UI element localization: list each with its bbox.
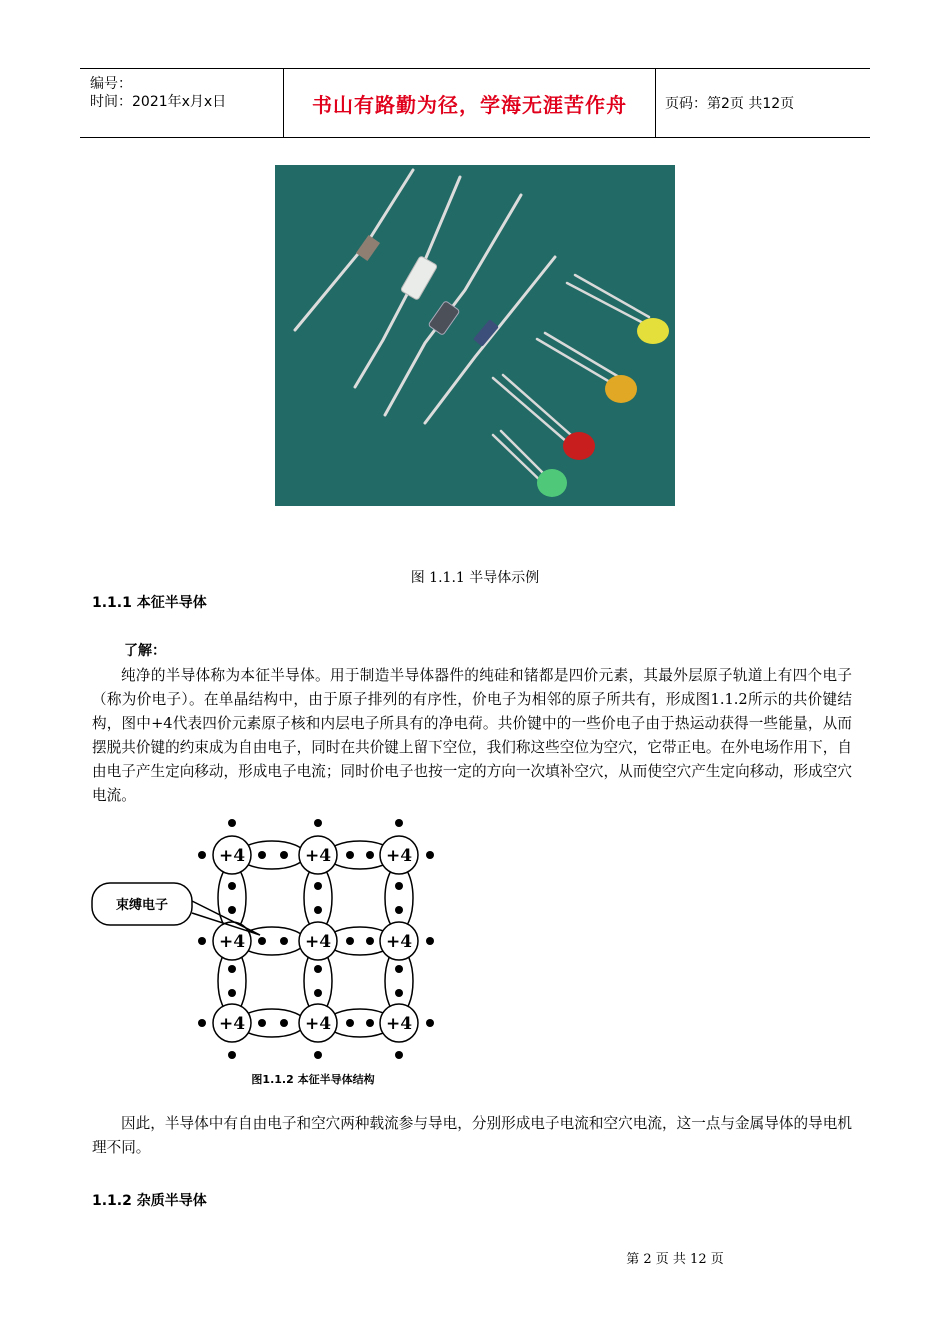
atom-label: +4 [385, 846, 413, 866]
lattice-diagram [88, 813, 448, 1093]
paragraph-1-text: 纯净的半导体称为本征半导体。用于制造半导体器件的纯硅和锗都是四价元素，其最外层原子轨道上有四个电子（称为价电子）。在单晶结构中，由于原子排列的有序性，价电子为相邻的原子所共有，形成图1.1.2所示的共价键结构，图中+4代表四价元素原子核和内层电子所具有的净电荷。共价键中的一些价电子由于热运动获得一些能量，从而摆脱共价键的约束成为自由电子，同时在共价键上留下空位，我们称这些空位为空穴，它带正电。在外电场作用下，自由电子产生定向移动，形成电子电流；同时价电子也按一定的方向一次填补空穴，从而使空穴产生定向移动，形成空穴电流。 [92, 667, 852, 804]
atom-label: +4 [385, 932, 413, 952]
figure1-caption: 图 1.1.1 半导体示例 [410, 570, 540, 586]
page-footer: 第 2 页 共 12 页 [626, 1252, 724, 1267]
section-1-heading: 1.1.1 本征半导体 [92, 595, 207, 611]
paragraph-2-text: 因此，半导体中有自由电子和空穴两种载流参与导电，分别形成电子电流和空穴电流，这一点与金属导体的导电机理不同。 [92, 1115, 852, 1156]
header-page-info: 页码：第2页 共12页 [665, 96, 795, 112]
callout-label: 束缚电子 [115, 898, 169, 913]
led-green [537, 469, 567, 497]
led-amber [605, 375, 637, 403]
atom-label: +4 [304, 846, 332, 866]
paragraph-1 [92, 664, 852, 808]
atom-label: +4 [218, 1014, 246, 1034]
atom-label: +4 [385, 1014, 413, 1034]
led-yellow [637, 318, 669, 344]
led-red [563, 432, 595, 460]
header-motto: 书山有路勤为径，学海无涯苦作舟 [284, 69, 656, 137]
page-header [80, 68, 870, 138]
atom-label: +4 [304, 1014, 332, 1034]
header-info-cell [80, 69, 284, 137]
atom-label: +4 [304, 932, 332, 952]
atom-label: +4 [218, 932, 246, 952]
number-label: 编号： [90, 76, 132, 92]
section-1-label: 了解： [124, 643, 166, 659]
atom-label: +4 [218, 846, 246, 866]
time-label: 时间：2021年x月x日 [90, 94, 227, 110]
figure2-caption: 图1.1.2 本征半导体结构 [251, 1073, 375, 1086]
section-2-heading: 1.1.2 杂质半导体 [92, 1193, 207, 1209]
paragraph-2 [92, 1112, 852, 1160]
semiconductor-photo [275, 165, 675, 506]
